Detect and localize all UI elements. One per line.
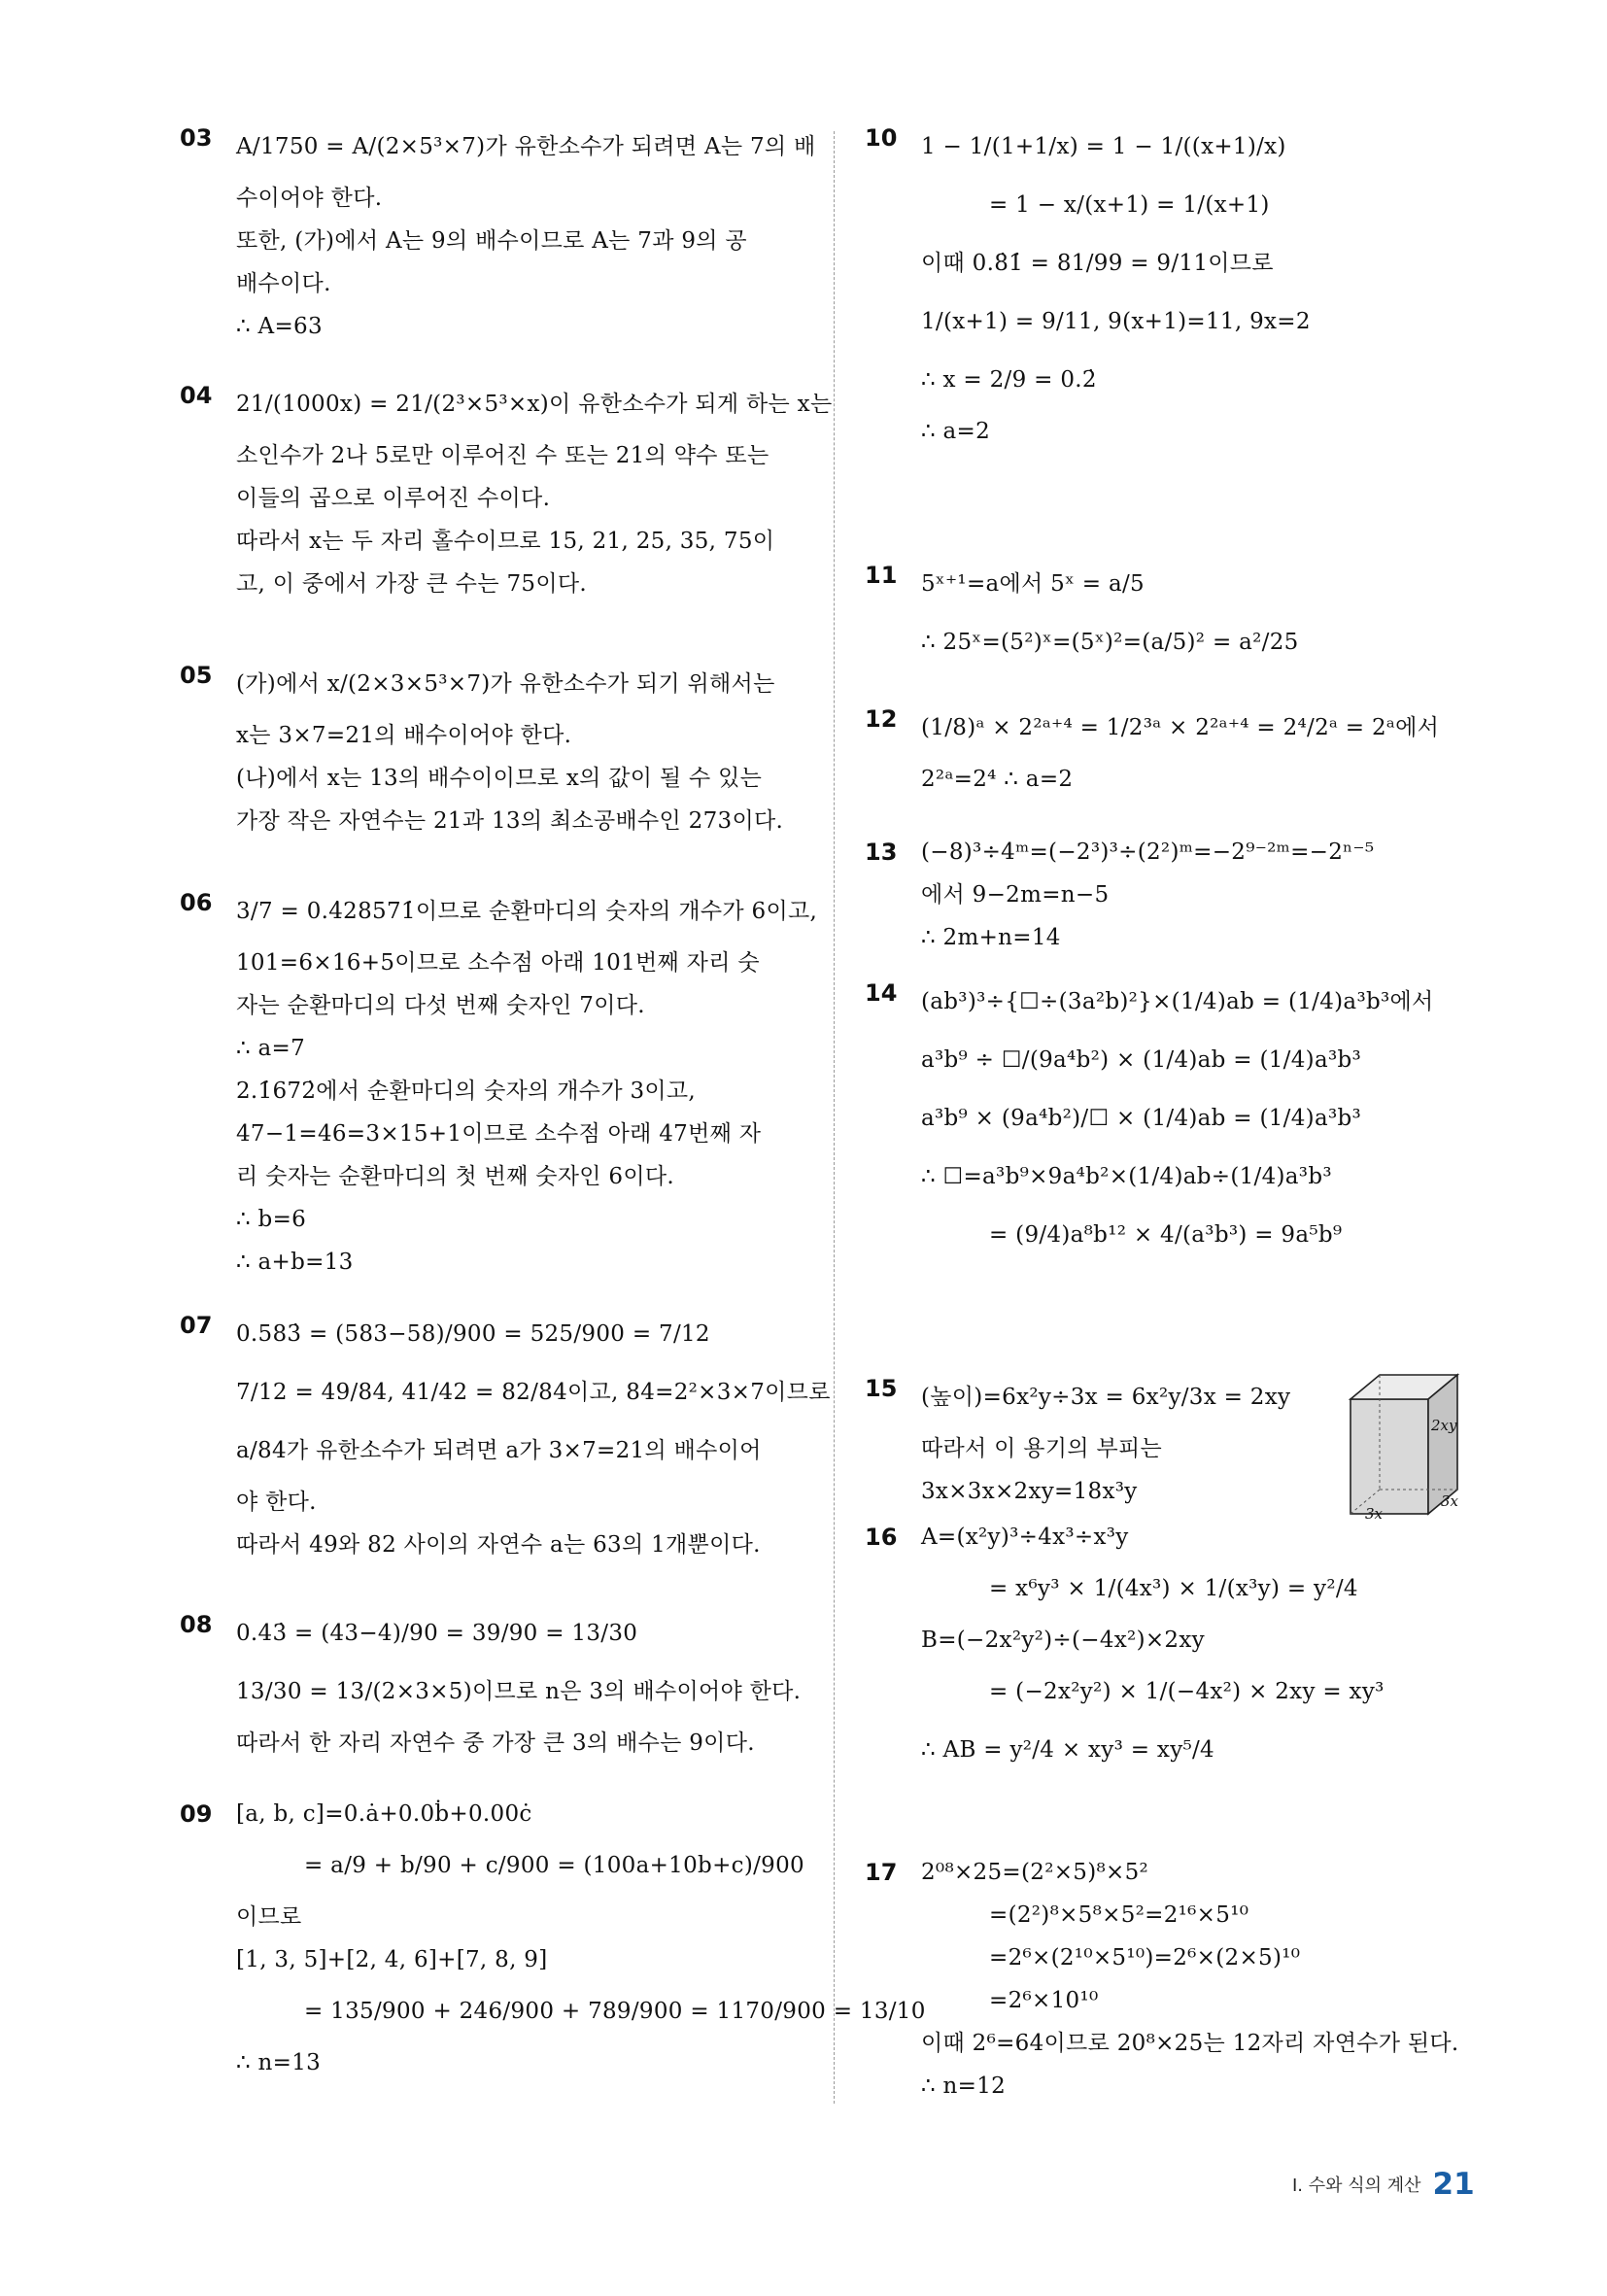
- solution-line: 자는 순환마디의 다섯 번째 숫자인 7이다.: [236, 993, 645, 1018]
- problem-number: 13: [865, 839, 898, 866]
- chapter-label: I. 수와 식의 계산: [1292, 2176, 1421, 2196]
- solution-line: 47−1=46=3×15+1이므로 소수점 아래 47번째 자: [236, 1121, 762, 1147]
- problem-number: 07: [180, 1312, 213, 1339]
- solution-line: (ab³)³÷{☐÷(3a²b)²}×(1/4)ab = (1/4)a³b³에서: [921, 989, 1434, 1014]
- solution-line: [a, b, c]=0.ȧ+0.0ḃ+0.00ċ: [236, 1801, 532, 1827]
- solution-line: 13/30 = 13/(2×3×5)이므로 n은 3의 배수이어야 한다.: [236, 1679, 802, 1704]
- solution-line: 따라서 한 자리 자연수 중 가장 큰 3의 배수는 9이다.: [236, 1731, 755, 1756]
- problem-number: 14: [865, 979, 898, 1007]
- solution-line: ∴ ☐=a³b⁹×9a⁴b²×(1/4)ab÷(1/4)a³b³: [921, 1164, 1332, 1189]
- solution-line: =(2²)⁸×5⁸×5²=2¹⁶×5¹⁰: [989, 1902, 1249, 1928]
- solution-line: 따라서 x는 두 자리 홀수이므로 15, 21, 25, 35, 75이: [236, 529, 775, 554]
- cuboid-figure: [1346, 1370, 1462, 1521]
- problem-number: 17: [865, 1859, 898, 1886]
- problem-number: 10: [865, 124, 898, 152]
- problem-number: 11: [865, 562, 898, 589]
- solution-line: 2²ᵃ=2⁴ ∴ a=2: [921, 767, 1074, 792]
- solution-line: 이므로: [236, 1904, 302, 1930]
- problem-number: 05: [180, 662, 213, 689]
- figure-depth-label: 3x: [1441, 1492, 1459, 1510]
- problem-number: 06: [180, 889, 213, 916]
- solution-line: ∴ n=13: [236, 2050, 322, 2075]
- page-number: 21: [1432, 2167, 1475, 2202]
- solution-line: 1/(x+1) = 9/11, 9(x+1)=11, 9x=2: [921, 309, 1311, 334]
- solution-line: 21/(1000x) = 21/(2³×5³×x)이 유한소수가 되게 하는 x는: [236, 392, 833, 417]
- problem-number: 03: [180, 124, 213, 152]
- solution-line: =2⁶×(2¹⁰×5¹⁰)=2⁶×(2×5)¹⁰: [989, 1945, 1301, 1970]
- solution-line: ∴ a+b=13: [236, 1250, 354, 1275]
- solution-line: 소인수가 2나 5로만 이루어진 수 또는 21의 약수 또는: [236, 443, 769, 468]
- solution-line: A/1750 = A/(2×5³×7)가 유한소수가 되려면 A는 7의 배: [236, 134, 816, 159]
- problem-number: 09: [180, 1800, 213, 1828]
- solution-line: 야 한다.: [236, 1490, 317, 1515]
- solution-line: (1/8)ᵃ × 2²ᵃ⁺⁴ = 1/2³ᵃ × 2²ᵃ⁺⁴ = 2⁴/2ᵃ = 2ᵃ에서: [921, 715, 1440, 740]
- solution-line: ∴ 25ˣ=(5²)ˣ=(5ˣ)²=(a/5)² = a²/25: [921, 630, 1299, 655]
- solution-line: ∴ n=12: [921, 2073, 1007, 2099]
- solution-line: 2⁰⁸×25=(2²×5)⁸×5²: [921, 1860, 1149, 1885]
- solution-line: 5ˣ⁺¹=a에서 5ˣ = a/5: [921, 571, 1145, 597]
- solution-line: 0.583̇ = (583−58)/900 = 525/900 = 7/12: [236, 1321, 710, 1347]
- solution-line: A=(x²y)³÷4x³÷x³y: [921, 1525, 1129, 1550]
- solution-line: 따라서 이 용기의 부피는: [921, 1436, 1163, 1461]
- solution-line: = (9/4)a⁸b¹² × 4/(a³b³) = 9a⁵b⁹: [989, 1222, 1343, 1248]
- solution-line: 1 − 1/(1+1/x) = 1 − 1/((x+1)/x): [921, 134, 1286, 159]
- solution-line: ∴ AB = y²/4 × xy³ = xy⁵/4: [921, 1737, 1214, 1763]
- solution-line: x는 3×7=21의 배수이어야 한다.: [236, 723, 572, 748]
- solution-line: 0.43̇ = (43−4)/90 = 39/90 = 13/30: [236, 1621, 638, 1646]
- solution-line: = a/9 + b/90 + c/900 = (100a+10b+c)/900: [304, 1853, 804, 1878]
- problem-number: 08: [180, 1611, 213, 1638]
- solution-line: ∴ A=63: [236, 314, 323, 339]
- solution-line: ∴ x = 2/9 = 0.2̇: [921, 367, 1097, 393]
- solution-line: = x⁶y³ × 1/(4x³) × 1/(x³y) = y²/4: [989, 1576, 1358, 1601]
- solution-line: 가장 작은 자연수는 21과 13의 최소공배수인 273이다.: [236, 808, 784, 834]
- problem-number: 12: [865, 705, 898, 733]
- solution-line: = 135/900 + 246/900 + 789/900 = 1170/900 = 13/10: [304, 1999, 926, 2024]
- solution-line: 이들의 곱으로 이루어진 수이다.: [236, 486, 551, 511]
- figure-height-label: 2xy: [1431, 1417, 1457, 1434]
- page-footer: [1292, 2167, 1475, 2202]
- solution-line: B=(−2x²y²)÷(−4x²)×2xy: [921, 1628, 1205, 1653]
- solution-line: = (−2x²y²) × 1/(−4x²) × 2xy = xy³: [989, 1679, 1385, 1704]
- solution-line: [1, 3, 5]+[2, 4, 6]+[7, 8, 9]: [236, 1947, 548, 1972]
- solution-line: 3x×3x×2xy=18x³y: [921, 1479, 1138, 1504]
- solution-line: =2⁶×10¹⁰: [989, 1988, 1099, 2013]
- solution-line: (−8)³÷4ᵐ=(−2³)³÷(2²)ᵐ=−2⁹⁻²ᵐ=−2ⁿ⁻⁵: [921, 840, 1375, 865]
- solution-line: 배수이다.: [236, 271, 331, 296]
- solution-line: 7/12 = 49/84, 41/42 = 82/84이고, 84=2²×3×7이므로: [236, 1380, 831, 1405]
- solution-line: (가)에서 x/(2×3×5³×7)가 유한소수가 되기 위해서는: [236, 671, 775, 697]
- problem-number: 16: [865, 1524, 898, 1551]
- solution-line: 또한, (가)에서 A는 9의 배수이므로 A는 7과 9의 공: [236, 228, 747, 254]
- solution-line: a³b⁹ ÷ ☐/(9a⁴b²) × (1/4)ab = (1/4)a³b³: [921, 1047, 1362, 1073]
- solution-line: 리 숫자는 순환마디의 첫 번째 숫자인 6이다.: [236, 1164, 675, 1189]
- solution-line: = 1 − x/(x+1) = 1/(x+1): [989, 192, 1270, 218]
- figure-width-label: 3x: [1365, 1505, 1384, 1521]
- solution-line: 이때 0.8̇1̇ = 81/99 = 9/11이므로: [921, 251, 1274, 276]
- solution-line: (높이)=6x²y÷3x = 6x²y/3x = 2xy: [921, 1385, 1291, 1410]
- solution-line: 에서 9−2m=n−5: [921, 882, 1110, 908]
- solution-line: (나)에서 x는 13의 배수이이므로 x의 값이 될 수 있는: [236, 766, 763, 791]
- solution-line: ∴ b=6: [236, 1207, 307, 1232]
- solution-line: a/84가 유한소수가 되려면 a가 3×7=21의 배수이어: [236, 1438, 762, 1463]
- solution-line: 이때 2⁶=64이므로 20⁸×25는 12자리 자연수가 된다.: [921, 2031, 1459, 2056]
- solution-line: 101=6×16+5이므로 소수점 아래 101번째 자리 숫: [236, 950, 760, 976]
- solution-line: ∴ 2m+n=14: [921, 925, 1061, 950]
- solution-line: 수이어야 한다.: [236, 186, 383, 211]
- problem-number: 04: [180, 382, 213, 409]
- solution-line: 따라서 49와 82 사이의 자연수 a는 63의 1개뿐이다.: [236, 1532, 761, 1558]
- solution-line: 3/7 = 0.4̇28571̇이므로 순환마디의 숫자의 개수가 6이고,: [236, 899, 818, 924]
- solution-line: 2.1̇672̇에서 순환마디의 숫자의 개수가 3이고,: [236, 1079, 697, 1104]
- solution-line: a³b⁹ × (9a⁴b²)/☐ × (1/4)ab = (1/4)a³b³: [921, 1106, 1362, 1131]
- solution-line: ∴ a=2: [921, 419, 991, 444]
- solution-line: ∴ a=7: [236, 1036, 306, 1061]
- problem-number: 15: [865, 1375, 898, 1402]
- solution-line: 고, 이 중에서 가장 큰 수는 75이다.: [236, 571, 587, 597]
